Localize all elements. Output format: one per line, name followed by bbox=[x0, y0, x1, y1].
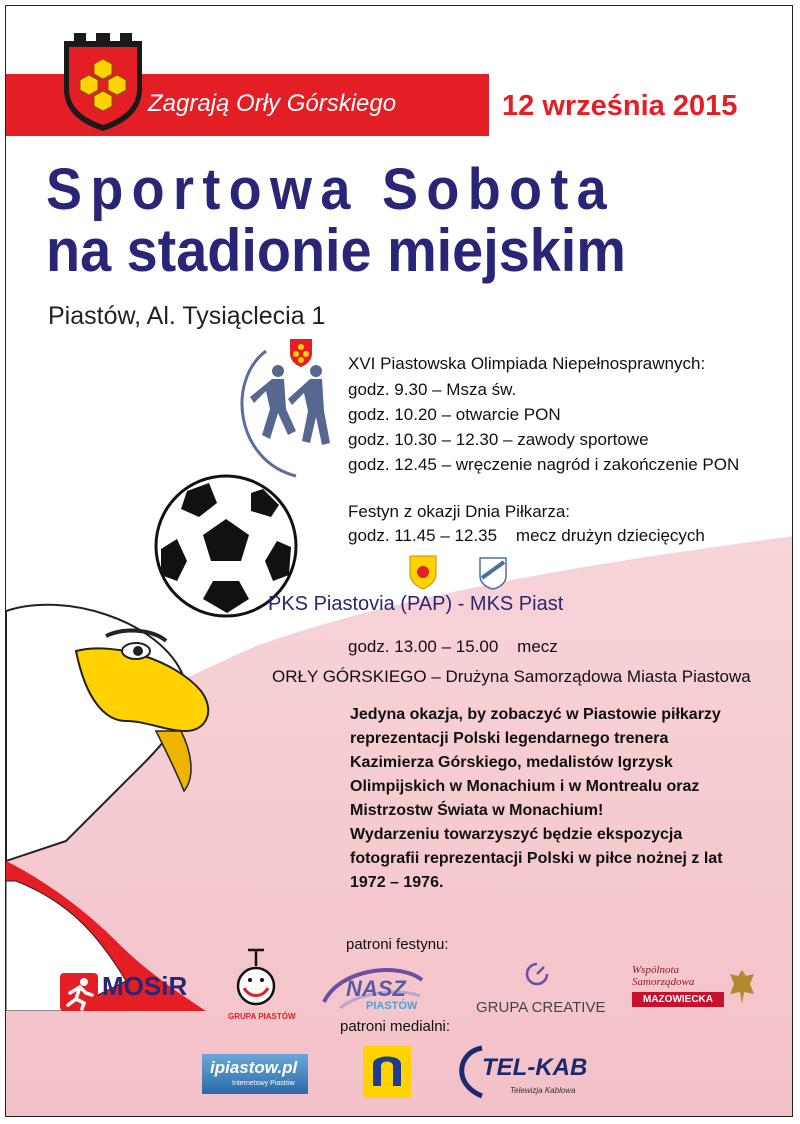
nasz-label: NASZ bbox=[346, 976, 406, 1001]
poster bbox=[5, 5, 793, 1117]
description-line: Mistrzostw Świata w Monachium! bbox=[350, 802, 604, 819]
patrons-festival-label: patroni festynu: bbox=[346, 936, 449, 953]
nasz-sub: PIASTÓW bbox=[366, 1000, 418, 1012]
piastovia-badge-icon bbox=[408, 554, 438, 590]
radio-logo-icon bbox=[363, 1046, 411, 1098]
event-date: 12 września 2015 bbox=[502, 90, 738, 122]
piast-badge-icon bbox=[476, 554, 510, 590]
ipiastow-logo bbox=[202, 1054, 308, 1094]
polish-eagle-icon bbox=[728, 966, 756, 1006]
eagle-mascot-icon bbox=[6, 581, 256, 1011]
olympiad-logo-icon bbox=[226, 331, 346, 481]
tel-kab-sub: Telewizja Kablowa bbox=[510, 1086, 576, 1095]
wspolnota-line-1: Wspólnota bbox=[632, 964, 680, 976]
match-2-time: godz. 13.00 – 15.00 mecz bbox=[348, 637, 558, 656]
festyn-heading: Festyn z okazji Dnia Piłkarza: bbox=[348, 502, 571, 521]
olympiad-heading: XVI Piastowska Olimpiada Niepełnosprawnych: bbox=[348, 354, 706, 373]
olympiad-item: godz. 12.45 – wręczenie nagród i zakończenie PON bbox=[348, 455, 740, 474]
description-line: Jedyna okazja, by zobaczyć w Piastowie piłkarzy bbox=[350, 706, 721, 723]
wspolnota-logo bbox=[632, 964, 758, 1012]
olympiad-item: godz. 10.20 – otwarcie PON bbox=[348, 405, 561, 424]
grupa-piastow-icon bbox=[230, 948, 282, 1010]
ipiastow-sub: Internetowy Piastów bbox=[232, 1080, 295, 1087]
description-line: 1972 – 1976. bbox=[350, 874, 444, 891]
description-line: Olimpijskich w Monachium i w Montrealu oraz bbox=[350, 778, 700, 795]
address: Piastów, Al. Tysiąclecia 1 bbox=[48, 302, 326, 330]
festyn-item: godz. 11.45 – 12.35 mecz drużyn dziecięcych bbox=[348, 526, 705, 545]
wspolnota-line-2: Samorządowa bbox=[632, 976, 695, 988]
tagline: Zagrają Orły Górskiego bbox=[148, 90, 397, 117]
grupa-creative-logo bbox=[476, 961, 606, 1021]
description-line: Kazimierza Górskiego, medalistów Igrzysk bbox=[350, 754, 673, 771]
match-1: PKS Piastovia (PAP) - MKS Piast bbox=[268, 593, 564, 615]
tel-kab-label: TEL-KAB bbox=[482, 1054, 588, 1081]
description bbox=[350, 703, 780, 895]
city-crest-icon bbox=[56, 29, 150, 133]
description-line: reprezentacji Polski legendarnego trenera bbox=[350, 730, 669, 747]
mosir-runner-icon bbox=[60, 973, 98, 1011]
match-2-teams: ORŁY GÓRSKIEGO – Drużyna Samorządowa Miasta Piastowa bbox=[272, 667, 751, 686]
mosir-logo bbox=[60, 971, 200, 1017]
title-line-1: Sportowa Sobota bbox=[46, 157, 616, 222]
mosir-sub: Piastów bbox=[112, 1000, 179, 1012]
grupa-creative-label: GRUPA CREATIVE bbox=[476, 999, 606, 1016]
ipiastow-label: ipiastow.pl bbox=[210, 1058, 298, 1077]
wspolnota-line-3: MAZOWIECKA bbox=[632, 992, 724, 1007]
patrons-media-label: patroni medialni: bbox=[340, 1018, 451, 1035]
title-line-2: na stadionie miejskim bbox=[46, 217, 626, 284]
olympiad-item: godz. 9.30 – Msza św. bbox=[348, 380, 517, 399]
nasz-piastow-logo bbox=[320, 962, 430, 1018]
description-line: Wydarzeniu towarzyszyć będzie ekspozycja bbox=[350, 826, 683, 843]
grupa-piastow-logo bbox=[222, 948, 296, 1028]
tel-kab-logo bbox=[452, 1044, 592, 1104]
grupa-piastow-label: GRUPA PIASTÓW bbox=[228, 1012, 296, 1021]
creative-ring-icon bbox=[524, 961, 550, 987]
mosir-label: MOSiR bbox=[102, 971, 188, 1001]
olympiad-item: godz. 10.30 – 12.30 – zawody sportowe bbox=[348, 430, 649, 449]
description-line: fotografii reprezentacji Polski w piłce nożnej z lat bbox=[350, 850, 723, 867]
